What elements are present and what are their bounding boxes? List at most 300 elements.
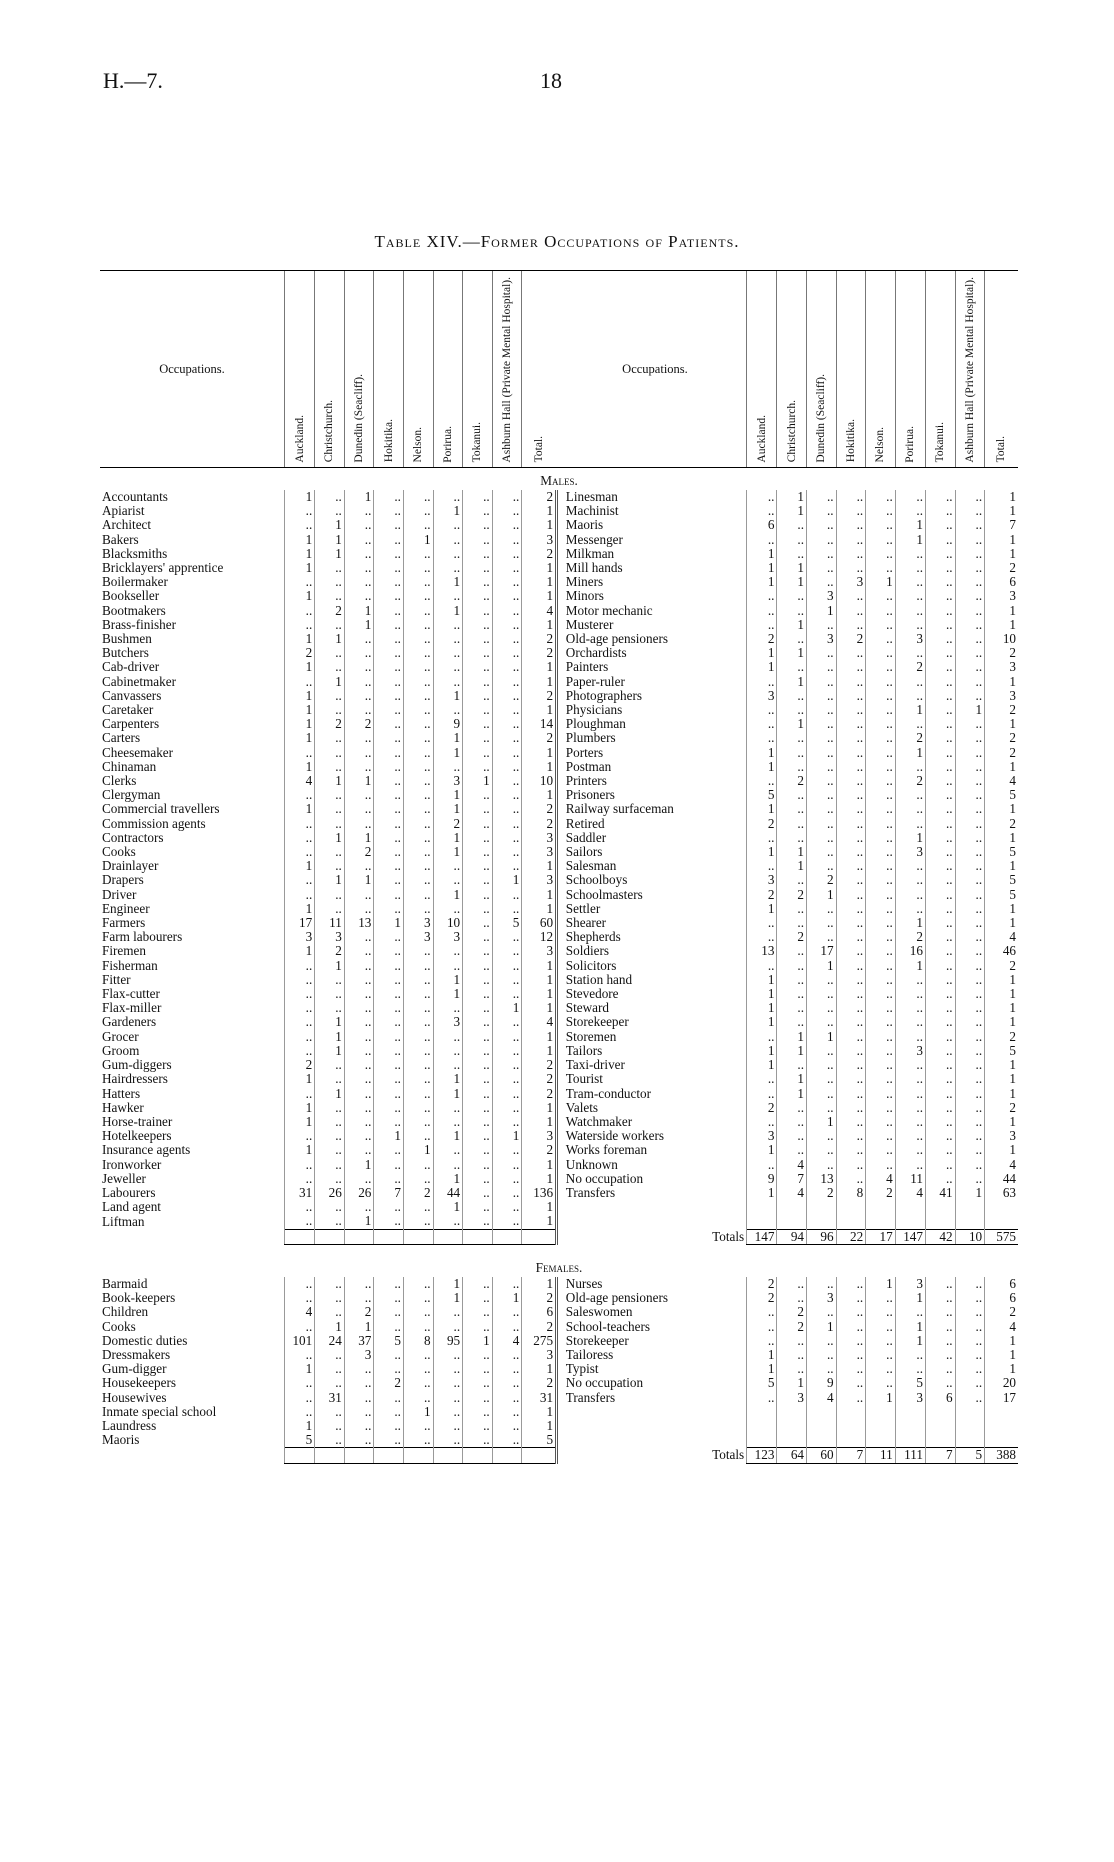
count-cell: 1 [403,1143,433,1157]
count-cell: .. [492,1320,522,1334]
count-cell: .. [315,703,345,717]
header-hospital [747,271,777,468]
totals-cell: 10 [955,1229,985,1244]
count-cell: .. [344,817,374,831]
count-cell: 2 [747,817,777,831]
count-cell: .. [433,1348,463,1362]
column-separator [557,1419,564,1433]
count-cell: .. [955,1087,985,1101]
count-cell: .. [463,533,493,547]
total-cell: 1 [522,1419,557,1433]
count-cell: 2 [344,845,374,859]
count-cell: 1 [895,746,925,760]
count-cell: 1 [747,547,777,561]
count-cell: .. [492,1419,522,1433]
totals-cell: 111 [895,1448,925,1463]
count-cell: .. [866,973,896,987]
column-separator [557,1115,564,1129]
count-cell: .. [747,930,777,944]
occupation-name: Linesman [565,488,618,504]
total-cell: 1 [522,987,557,1001]
count-cell: 2 [747,632,777,646]
count-cell: 3 [747,1129,777,1143]
column-separator [557,660,564,674]
table-row [100,604,1018,618]
count-cell: .. [403,731,433,745]
column-separator [557,504,564,518]
count-cell: .. [836,618,866,632]
count-cell: 1 [284,859,314,873]
empty-cell [433,1448,463,1463]
count-cell: .. [344,1405,374,1419]
count-cell: .. [492,802,522,816]
occupation-name: Sailors [565,844,603,860]
count-cell: .. [344,788,374,802]
total-cell: 1 [522,575,557,589]
count-cell: .. [492,1277,522,1291]
count-cell: .. [284,1200,314,1214]
page-number: 18 [540,68,562,93]
count-cell: .. [492,660,522,674]
count-cell: .. [463,1101,493,1115]
count-cell: .. [836,916,866,930]
count-cell: .. [807,1101,837,1115]
count-cell: .. [836,1015,866,1029]
count-cell: .. [836,859,866,873]
total-cell: 3 [522,944,557,958]
empty-cell [522,1229,557,1244]
count-cell: .. [836,802,866,816]
count-cell: .. [433,646,463,660]
count-cell: .. [807,1044,837,1058]
count-cell: .. [492,1348,522,1362]
count-cell: 1 [433,575,463,589]
occupation-name: Cooks [102,1318,136,1334]
count-cell: .. [374,646,404,660]
empty-cell [807,1419,837,1433]
total-cell: 3 [985,689,1018,703]
column-separator [557,959,564,973]
table-row [100,589,1018,603]
header-hospital [955,271,985,468]
table-row [100,1305,1018,1319]
count-cell: .. [403,1101,433,1115]
occupation-name: Saddler [565,829,607,845]
count-cell: .. [925,1320,955,1334]
count-cell: .. [344,1044,374,1058]
count-cell: 1 [747,1001,777,1015]
count-cell: .. [344,760,374,774]
count-cell: 1 [807,604,837,618]
count-cell: .. [403,944,433,958]
count-cell: .. [866,1030,896,1044]
count-cell [777,1405,807,1419]
count-cell: .. [492,1072,522,1086]
count-cell: .. [344,859,374,873]
count-cell: 2 [866,1186,896,1200]
count-cell: .. [315,575,345,589]
count-cell: 3 [895,1277,925,1291]
count-cell: .. [463,1419,493,1433]
count-cell: .. [955,1072,985,1086]
column-separator [557,1362,564,1376]
count-cell: 1 [747,987,777,1001]
occupation-name: Engineer [102,900,150,916]
count-cell: .. [433,1115,463,1129]
empty-cell [895,1433,925,1448]
column-separator [557,1229,564,1244]
count-cell: .. [836,1277,866,1291]
table-row [100,944,1018,958]
column-separator [557,731,564,745]
count-cell: .. [925,930,955,944]
occupation-name [564,1405,747,1419]
column-separator [557,604,564,618]
count-cell: 1 [777,1087,807,1101]
count-cell: .. [836,1115,866,1129]
count-cell: .. [492,973,522,987]
column-separator [557,831,564,845]
occupation-name: Mill hands [565,559,623,575]
column-separator [557,1405,564,1419]
occupation-name: School-teachers [565,1318,651,1334]
header-total-label: Total. [995,436,1008,463]
count-cell: .. [315,1419,345,1433]
occupation-name: Photographers [565,687,642,703]
count-cell: .. [374,604,404,618]
count-cell: .. [284,1277,314,1291]
count-cell: .. [403,660,433,674]
total-cell: 1 [985,490,1018,504]
count-cell: .. [925,717,955,731]
empty-cell [747,1419,777,1433]
count-cell: .. [925,817,955,831]
count-cell: .. [836,1101,866,1115]
count-cell: 2 [315,604,345,618]
count-cell: .. [777,831,807,845]
column-separator [557,930,564,944]
count-cell: .. [403,575,433,589]
count-cell: .. [807,1305,837,1319]
count-cell: .. [925,632,955,646]
count-cell: .. [925,944,955,958]
total-cell: 1 [522,902,557,916]
total-cell: 2 [522,547,557,561]
total-cell: 1 [985,1334,1018,1348]
total-cell: 1 [522,1158,557,1172]
count-cell: .. [433,1158,463,1172]
count-cell: .. [463,1058,493,1072]
count-cell: .. [403,1320,433,1334]
count-cell: .. [866,490,896,504]
count-cell: .. [747,1072,777,1086]
count-cell: .. [284,518,314,532]
count-cell: .. [403,1376,433,1390]
count-cell: 11 [315,916,345,930]
column-separator [557,1129,564,1143]
count-cell: .. [344,533,374,547]
count-cell: .. [866,547,896,561]
count-cell: .. [925,774,955,788]
count-cell: .. [777,1291,807,1305]
occupation-name: Railway surfaceman [565,801,674,817]
empty-cell [403,1229,433,1244]
count-cell: .. [374,1101,404,1115]
count-cell: .. [866,845,896,859]
column-separator [557,589,564,603]
column-separator [557,1186,564,1200]
count-cell: .. [374,533,404,547]
count-cell: .. [403,1200,433,1214]
count-cell: .. [955,675,985,689]
total-cell: 6 [985,1291,1018,1305]
totals-cell: 96 [807,1229,837,1244]
empty-cell [777,1419,807,1433]
count-cell: .. [492,1405,522,1419]
count-cell: .. [374,518,404,532]
count-cell: .. [807,802,837,816]
total-cell: 2 [985,731,1018,745]
occupation-name: Dressmakers [102,1346,171,1362]
count-cell: 1 [315,873,345,887]
count-cell: .. [344,944,374,958]
count-cell: 3 [433,1015,463,1029]
occupation-name: Flax-cutter [102,986,160,1002]
count-cell: 1 [777,717,807,731]
count-cell: .. [344,547,374,561]
count-cell: .. [492,1030,522,1044]
occupation-name: Canvassers [102,687,162,703]
count-cell: .. [463,959,493,973]
count-cell: 1 [284,1101,314,1115]
empty-cell [836,1419,866,1433]
table-row [100,731,1018,745]
column-separator [557,717,564,731]
count-cell: .. [433,533,463,547]
total-cell: 5 [985,845,1018,859]
count-cell: .. [403,632,433,646]
count-cell: .. [403,1030,433,1044]
occupation-name: Butchers [102,645,149,661]
table-row [100,1405,1018,1419]
count-cell: .. [807,660,837,674]
count-cell: .. [463,632,493,646]
occupations-table [100,270,1018,1474]
count-cell: 1 [433,731,463,745]
column-separator [557,1158,564,1172]
count-cell: .. [836,561,866,575]
count-cell: .. [492,589,522,603]
occupation-name: Schoolmasters [565,886,643,902]
table-row [100,1101,1018,1115]
count-cell: .. [777,1001,807,1015]
total-cell: 1 [985,1143,1018,1157]
count-cell: 1 [895,1334,925,1348]
count-cell: .. [895,589,925,603]
count-cell: .. [492,746,522,760]
table-row [100,1391,1018,1405]
count-cell: .. [374,944,404,958]
count-cell: .. [866,1101,896,1115]
total-cell: 2 [985,1030,1018,1044]
count-cell: .. [836,518,866,532]
count-cell: .. [463,689,493,703]
header-hospital-label: Hokitika. [382,419,395,463]
count-cell: .. [777,902,807,916]
count-cell: .. [747,589,777,603]
count-cell: .. [895,873,925,887]
occupation-name: Firemen [102,943,146,959]
occupation-name: Salesman [565,858,617,874]
count-cell: 3 [807,632,837,646]
count-cell: .. [777,518,807,532]
header-hospital [777,271,807,468]
count-cell: .. [492,1200,522,1214]
count-cell: .. [807,760,837,774]
table-row [100,888,1018,902]
column-separator [557,973,564,987]
count-cell: .. [807,533,837,547]
occupation-name: Printers [565,773,607,789]
count-cell: .. [463,802,493,816]
count-cell: .. [836,689,866,703]
occupation-name: Waterside workers [565,1128,664,1144]
count-cell: .. [433,959,463,973]
count-cell: .. [836,973,866,987]
table-row [100,1072,1018,1086]
count-cell: .. [344,1087,374,1101]
occupation-name: Clerks [102,773,137,789]
count-cell: .. [925,959,955,973]
count-cell: .. [836,1001,866,1015]
count-cell: 1 [433,987,463,1001]
count-cell: .. [374,1348,404,1362]
count-cell: 2 [315,717,345,731]
count-cell: .. [403,1291,433,1305]
count-cell: .. [895,604,925,618]
count-cell: 1 [895,916,925,930]
count-cell: 1 [895,831,925,845]
occupation-name: Taxi-driver [565,1057,625,1073]
count-cell: .. [403,1015,433,1029]
count-cell: .. [463,589,493,603]
empty-cell [433,1229,463,1244]
count-cell: .. [836,490,866,504]
count-cell: .. [807,646,837,660]
count-cell: 2 [433,817,463,831]
total-cell: 17 [985,1391,1018,1405]
count-cell: .. [403,760,433,774]
count-cell: .. [777,547,807,561]
occupation-name: Painters [565,659,609,675]
count-cell [866,1200,896,1214]
total-cell: 1 [522,1200,557,1214]
occupation-name: Boilermaker [102,574,168,590]
count-cell: .. [955,1277,985,1291]
total-cell: 1 [985,859,1018,873]
count-cell: .. [315,1200,345,1214]
count-cell: 5 [747,1376,777,1390]
count-cell: .. [777,1348,807,1362]
count-cell: .. [807,675,837,689]
count-cell: .. [866,1044,896,1058]
count-cell: .. [925,1058,955,1072]
count-cell: .. [807,518,837,532]
count-cell: 1 [747,746,777,760]
count-cell: 1 [866,1277,896,1291]
count-cell: 1 [747,1348,777,1362]
occupation-name: Grocer [102,1028,139,1044]
count-cell: .. [777,802,807,816]
occupation-name: Minors [565,588,604,604]
count-cell: .. [284,575,314,589]
count-cell: 1 [433,1277,463,1291]
count-cell: .. [403,689,433,703]
occupation-name: Bushmen [102,631,152,646]
count-cell: .. [836,1030,866,1044]
table-row [100,788,1018,802]
totals-cell: 11 [866,1448,896,1463]
table-row [100,1277,1018,1291]
count-cell: .. [955,689,985,703]
count-cell: .. [747,604,777,618]
count-cell: 3 [403,916,433,930]
count-cell: 1 [747,902,777,916]
total-cell: 1 [985,973,1018,987]
count-cell: .. [463,1044,493,1058]
count-cell: .. [777,873,807,887]
column-separator [557,547,564,561]
total-cell: 1 [985,831,1018,845]
count-cell: 1 [777,1030,807,1044]
occupation-name: Bootmakers [102,602,166,618]
total-cell: 63 [985,1186,1018,1200]
count-cell: .. [315,1348,345,1362]
count-cell: .. [492,1143,522,1157]
count-cell: .. [777,1362,807,1376]
count-cell: .. [492,1214,522,1229]
count-cell [836,1200,866,1214]
count-cell: .. [747,731,777,745]
table-row [100,845,1018,859]
count-cell: 6 [747,518,777,532]
table-row [100,1334,1018,1348]
table-row [100,1158,1018,1172]
count-cell: .. [374,731,404,745]
table-row [100,1129,1018,1143]
count-cell: .. [807,746,837,760]
count-cell: 1 [777,504,807,518]
count-cell: 8 [403,1334,433,1348]
count-cell: .. [895,1058,925,1072]
count-cell: .. [895,561,925,575]
count-cell: .. [403,1058,433,1072]
occupation-name: Cabinetmaker [102,673,176,689]
count-cell: .. [463,646,493,660]
count-cell: .. [866,604,896,618]
count-cell: 16 [895,944,925,958]
table-row [100,1001,1018,1015]
count-cell: .. [374,1044,404,1058]
table-row [100,760,1018,774]
count-cell: .. [344,1143,374,1157]
count-cell: .. [866,1058,896,1072]
count-cell: .. [807,703,837,717]
count-cell: .. [403,589,433,603]
count-cell: 2 [747,1277,777,1291]
totals-row [100,1229,1018,1244]
count-cell: .. [492,604,522,618]
